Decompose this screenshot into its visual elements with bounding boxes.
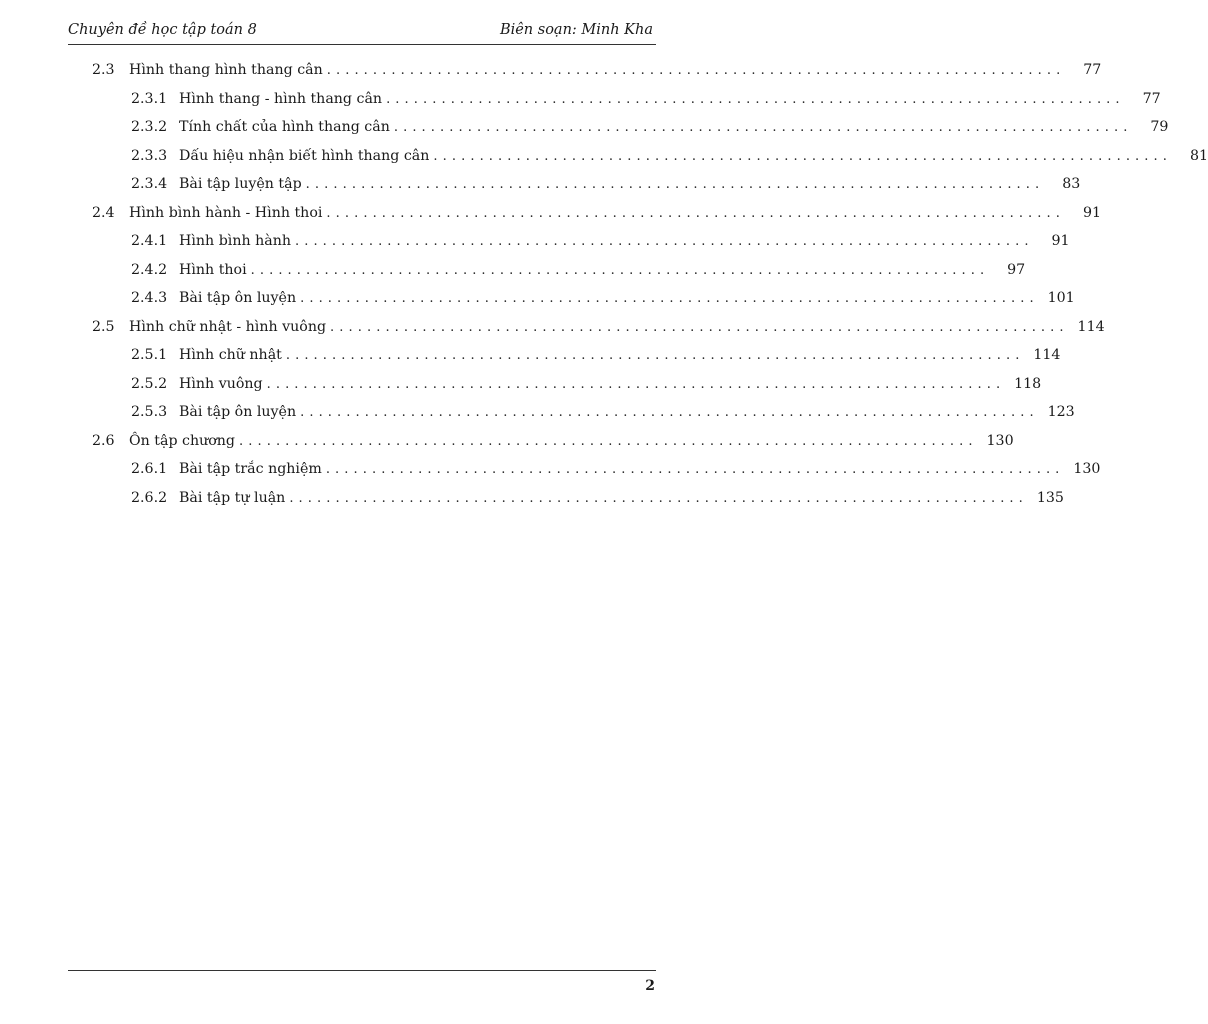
- toc-entry-number: 2.4.2: [131, 261, 168, 278]
- toc-dot-leader: ................................................................................: [386, 91, 1125, 107]
- toc-entry-number: 2.3.2: [131, 119, 168, 135]
- toc-entry-title: Hình thang - hình thang cân: [179, 90, 383, 107]
- toc-entry-number: 2.3.3: [131, 147, 168, 164]
- toc-entry-number: 2.6: [92, 432, 115, 449]
- toc-entry-page: 79: [1150, 119, 1169, 135]
- toc-entry-page: 114: [1077, 318, 1105, 335]
- toc-entry-page: 77: [1142, 90, 1161, 107]
- toc-dot-leader: ................................................................................: [326, 205, 1065, 221]
- toc-dot-leader: ................................................................................: [393, 120, 1133, 135]
- toc-entry-page: 91: [1051, 233, 1070, 249]
- toc-entry-title: Bài tập tự luận: [179, 489, 286, 506]
- toc-entry-title: Hình thang hình thang cân: [129, 62, 323, 78]
- toc-entry-page: 101: [1047, 290, 1075, 306]
- toc-entry-subsection[interactable]: [131, 404, 1075, 426]
- toc-entry-page: 135: [1036, 489, 1064, 506]
- toc-entry-number: 2.3: [92, 62, 115, 78]
- toc-entry-page: 97: [1007, 261, 1026, 278]
- toc-dot-leader: ................................................................................: [305, 177, 1045, 192]
- toc-entry-section[interactable]: [92, 204, 1101, 227]
- toc-entry-number: 2.5: [92, 318, 115, 335]
- toc-entry-subsection[interactable]: [131, 461, 1101, 483]
- toc-entry-title: Hình thoi: [179, 261, 247, 278]
- toc-entry-subsection[interactable]: [131, 176, 1081, 198]
- page-number: 2: [645, 978, 655, 994]
- page-header: [68, 22, 653, 44]
- header-book-title: Chuyên đề học tập toán 8: [68, 22, 257, 38]
- header-author: Biên soạn: Minh Kha: [499, 22, 653, 38]
- footer-divider: [68, 970, 656, 971]
- toc-entry-subsection[interactable]: [131, 119, 1169, 141]
- toc-entry-subsection[interactable]: [131, 261, 1026, 284]
- toc-dot-leader: ................................................................................: [250, 262, 990, 278]
- toc-entry-number: 2.4.3: [131, 290, 168, 306]
- toc-entry-section[interactable]: [92, 318, 1105, 341]
- toc-entry-number: 2.3.4: [131, 176, 168, 192]
- toc-entry-page: 81: [1189, 147, 1208, 164]
- toc-entry-subsection[interactable]: [131, 489, 1064, 512]
- toc-entry-subsection[interactable]: [131, 90, 1161, 113]
- toc-dot-leader: ................................................................................: [289, 490, 1028, 506]
- header-divider: [68, 44, 656, 45]
- toc-entry-subsection[interactable]: [131, 290, 1075, 312]
- toc-dot-leader: ................................................................................: [326, 63, 1066, 78]
- toc-entry-number: 2.6.1: [131, 461, 168, 477]
- toc-entry-page: 130: [1073, 461, 1101, 477]
- toc-entry-subsection[interactable]: [131, 233, 1070, 255]
- toc-dot-leader: ................................................................................: [300, 291, 1039, 306]
- toc-entry-title: Hình vuông: [179, 375, 263, 392]
- toc-entry-section[interactable]: [92, 432, 1014, 455]
- toc-entry-number: 2.5.2: [131, 375, 168, 392]
- toc-entry-title: Dấu hiệu nhận biết hình thang cân: [179, 147, 430, 164]
- toc-entry-number: 2.5.3: [131, 404, 168, 420]
- toc-dot-leader: ................................................................................: [300, 405, 1039, 420]
- toc-entry-page: 114: [1033, 347, 1061, 363]
- toc-entry-title: Hình bình hành: [179, 233, 291, 249]
- toc-entry-title: Hình chữ nhật: [179, 347, 282, 363]
- toc-entry-number: 2.4: [92, 204, 115, 221]
- toc-entry-page: 123: [1047, 404, 1075, 420]
- toc-entry-number: 2.5.1: [131, 347, 168, 363]
- toc-entry-title: Hình bình hành - Hình thoi: [129, 204, 323, 221]
- toc-dot-leader: ................................................................................: [433, 148, 1172, 164]
- toc-entry-page: 130: [986, 432, 1014, 449]
- toc-entry-title: Hình chữ nhật - hình vuông: [129, 318, 327, 335]
- toc-dot-leader: ................................................................................: [330, 319, 1069, 335]
- toc-entry-title: Ôn tập chương: [129, 432, 236, 449]
- toc-dot-leader: ................................................................................: [266, 376, 1006, 392]
- toc-entry-page: 91: [1082, 204, 1101, 221]
- toc-entry-subsection[interactable]: [131, 375, 1042, 398]
- toc-entry-subsection[interactable]: [131, 147, 1208, 170]
- toc-entry-title: Tính chất của hình thang cân: [179, 119, 390, 135]
- toc-entry-title: Bài tập ôn luyện: [179, 290, 297, 306]
- toc-entry-number: 2.3.1: [131, 90, 168, 107]
- toc-entry-title: Bài tập ôn luyện: [179, 404, 297, 420]
- toc-entry-page: 83: [1062, 176, 1081, 192]
- toc-dot-leader: ................................................................................: [285, 348, 1025, 363]
- toc-entry-page: 77: [1083, 62, 1102, 78]
- toc-entry-title: Bài tập trắc nghiệm: [179, 461, 322, 477]
- toc-entry-title: Bài tập luyện tập: [179, 176, 302, 192]
- toc-dot-leader: ................................................................................: [294, 234, 1034, 249]
- toc-entry-page: 118: [1014, 375, 1042, 392]
- toc-dot-leader: ................................................................................: [325, 462, 1065, 477]
- toc-entry-section[interactable]: [92, 62, 1102, 84]
- toc-entry-subsection[interactable]: [131, 347, 1061, 369]
- toc-dot-leader: ................................................................................: [239, 433, 978, 449]
- toc-entry-number: 2.6.2: [131, 489, 168, 506]
- toc-entry-number: 2.4.1: [131, 233, 168, 249]
